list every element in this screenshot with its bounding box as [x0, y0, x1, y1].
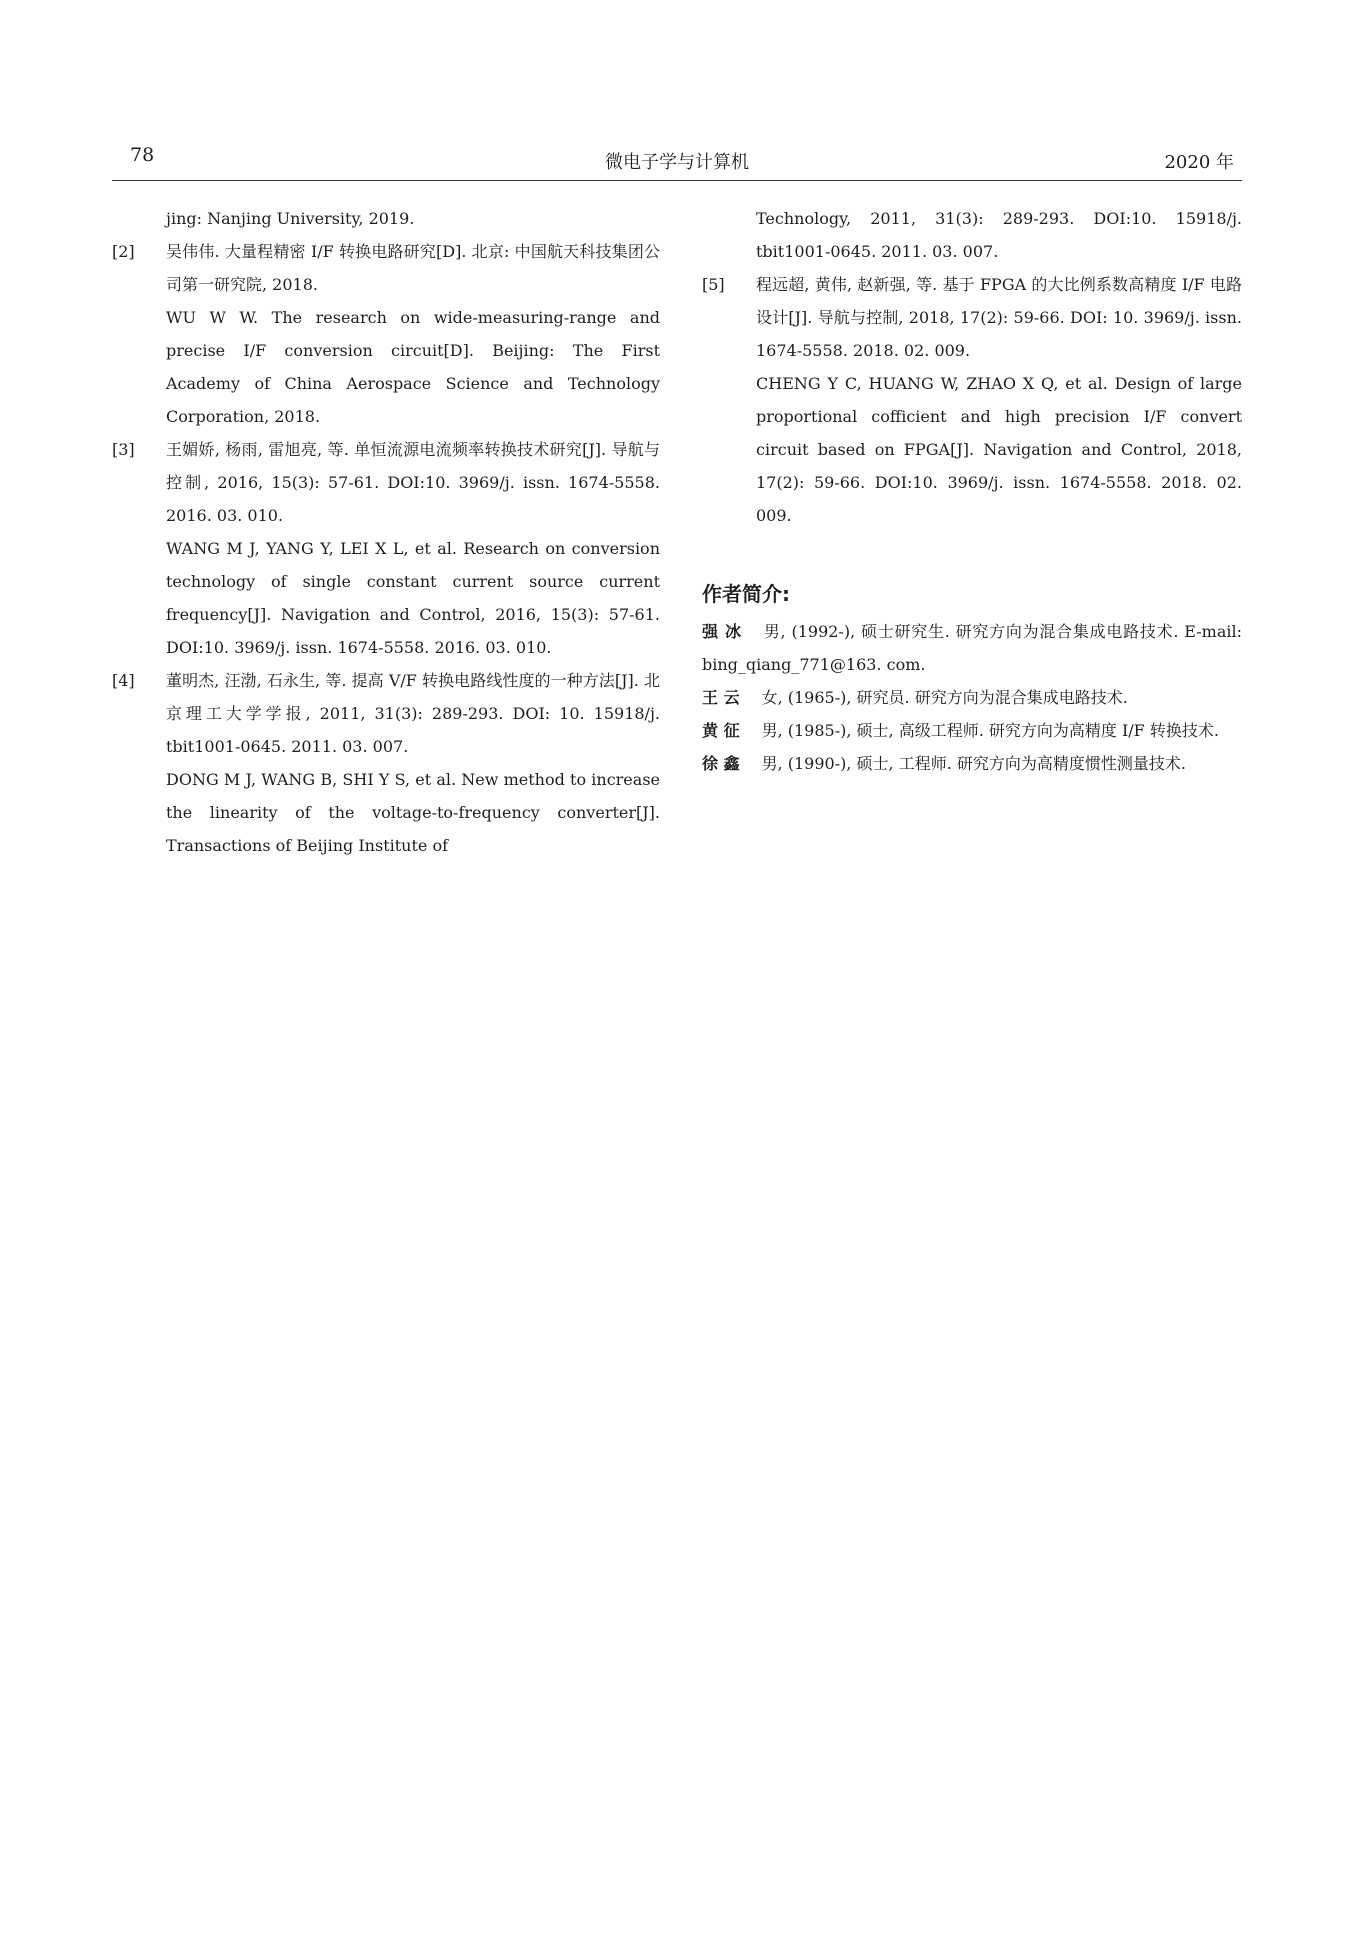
- author-bio-text: 男, (1990-), 硕士, 工程师. 研究方向为高精度惯性测量技术.: [761, 754, 1186, 773]
- author-name: 王 云: [702, 688, 740, 707]
- reference-text: jing: Nanjing University, 2019.: [166, 209, 415, 228]
- page-header: [112, 140, 1242, 181]
- reference-item: [702, 268, 1242, 532]
- year-label: 2020 年: [1164, 152, 1234, 173]
- author-bio: [702, 681, 1242, 714]
- author-bio-text: 男, (1985-), 硕士, 高级工程师. 研究方向为高精度 I/F 转换技术.: [761, 721, 1219, 740]
- author-name: 强 冰: [702, 622, 742, 641]
- reference-number: [2]: [112, 242, 135, 261]
- author-name: 黄 征: [702, 721, 740, 740]
- author-bio-text: 男, (1992-), 硕士研究生. 研究方向为混合集成电路技术. E-mail: bing_qiang_771@163. com.: [702, 622, 1242, 674]
- reference-continuation: [702, 202, 1242, 268]
- right-column: [702, 202, 1242, 780]
- reference-text-en: WANG M J, YANG Y, LEI X L, et al. Research on conversion technology of single constant current source current frequency[J]. Navigation and Control, 2016, 15(3): 57-61. DOI:10. 3969/j. issn. 1674-5558. 2016. 03. 010.: [166, 539, 660, 657]
- left-column: [112, 202, 660, 862]
- reference-number: [4]: [112, 671, 135, 690]
- reference-text-en: WU W W. The research on wide-measuring-range and precise I/F conversion circuit[D]. Beijing: The First Academy of China Aerospace Science and Technology Corporation, 2018.: [166, 308, 660, 426]
- reference-text-en: DONG M J, WANG B, SHI Y S, et al. New method to increase the linearity of the voltage-to-frequency converter[J]. Transactions of Beijing Institute of: [166, 770, 660, 855]
- reference-number: [5]: [702, 275, 725, 294]
- author-bio: [702, 615, 1242, 681]
- reference-text-en: CHENG Y C, HUANG W, ZHAO X Q, et al. Design of large proportional cofficient and high precision I/F convert circuit based on FPGA[J]. Navigation and Control, 2018, 17(2): 59-66. DOI:10. 3969/j. issn. 1674-5558. 2018. 02. 009.: [756, 374, 1242, 525]
- reference-text-zh: 吴伟伟. 大量程精密 I/F 转换电路研究[D]. 北京: 中国航天科技集团公司第一研究院, 2018.: [166, 242, 660, 294]
- reference-text-zh: 王媚娇, 杨雨, 雷旭亮, 等. 单恒流源电流频率转换技术研究[J]. 导航与控制, 2016, 15(3): 57-61. DOI:10. 3969/j. issn. 1674-5558. 2016. 03. 010.: [166, 440, 660, 525]
- page-number: 78: [130, 144, 155, 166]
- author-bio: [702, 714, 1242, 747]
- reference-text-zh: 董明杰, 汪渤, 石永生, 等. 提高 V/F 转换电路线性度的一种方法[J]. 北京理工大学学报, 2011, 31(3): 289-293. DOI: 10. 15918/j. tbit1001-0645. 2011. 03. 007.: [166, 671, 660, 756]
- author-bio-text: 女, (1965-), 研究员. 研究方向为混合集成电路技术.: [761, 688, 1128, 707]
- author-bio: [702, 747, 1242, 780]
- reference-text-zh: 程远超, 黄伟, 赵新强, 等. 基于 FPGA 的大比例系数高精度 I/F 电路设计[J]. 导航与控制, 2018, 17(2): 59-66. DOI: 10. 3969/j. issn. 1674-5558. 2018. 02. 009.: [756, 275, 1242, 360]
- author-name: 徐 鑫: [702, 754, 740, 773]
- reference-text: Technology, 2011, 31(3): 289-293. DOI:10. 15918/j. tbit1001-0645. 2011. 03. 007.: [756, 209, 1242, 261]
- journal-title: 微电子学与计算机: [605, 152, 749, 173]
- author-bio-heading: 作者简介:: [702, 582, 790, 606]
- reference-continuation: [112, 202, 660, 235]
- reference-number: [3]: [112, 440, 135, 459]
- reference-item: [112, 235, 660, 433]
- reference-item: [112, 664, 660, 862]
- reference-item: [112, 433, 660, 664]
